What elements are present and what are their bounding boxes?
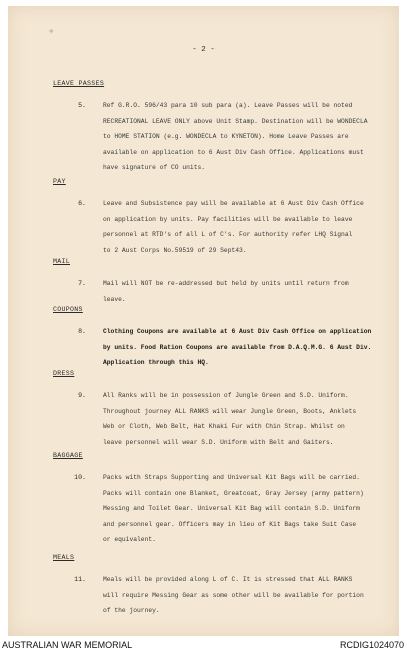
paragraph-number: 9. bbox=[78, 392, 86, 399]
paragraph-line: Messing and Toilet Gear. Universal Kit Bag will contain S.D. Uniform bbox=[103, 505, 360, 512]
section-heading: MEALS bbox=[53, 554, 75, 561]
paragraph-line: will require Messing Gear as some other will be available for portion bbox=[103, 591, 364, 599]
paragraph-number: 8. bbox=[78, 328, 86, 335]
paragraph-line: leave personnel will wear S.D. Uniform with Belt and Gaiters. bbox=[103, 438, 334, 446]
paragraph-line: Packs with Straps Supporting and Universal Kit Bags will be carried. bbox=[103, 474, 360, 481]
paragraph-line: of the journey. bbox=[103, 607, 160, 614]
paragraph-line: personnel at RTD's of all L of C's. For authority refer LHQ Signal bbox=[103, 231, 353, 238]
archive-name: AUSTRALIAN WAR MEMORIAL bbox=[2, 640, 133, 650]
paragraph-text bbox=[103, 276, 395, 307]
paragraph-line: Leave and Subsistence pay will be available at 6 Aust Div Cash Office bbox=[103, 200, 364, 207]
paragraph-line: have signature of CO units. bbox=[103, 164, 206, 171]
paragraph-number: 6. bbox=[78, 200, 86, 207]
paragraph-line: Ref G.R.O. 596/43 para 10 sub para (a). Leave Passes will be noted bbox=[103, 102, 353, 109]
paragraph-line: Clothing Coupons are available at 6 Aust Div Cash Office on application bbox=[103, 328, 372, 335]
paragraph-text bbox=[103, 388, 395, 450]
paragraph-number: 7. bbox=[78, 280, 86, 287]
pin-mark-icon: ✦ bbox=[48, 26, 55, 38]
paragraph-number: 10. bbox=[74, 474, 86, 481]
paragraph-line: RECREATIONAL LEAVE ONLY above Unit Stamp. Destination will be WONDECLA bbox=[103, 117, 368, 125]
section-heading: MAIL bbox=[53, 258, 71, 265]
paragraph-line: or equivalent. bbox=[103, 536, 156, 543]
paragraph-text bbox=[103, 196, 395, 258]
paragraph-line: by units. Food Ration Coupons are available from D.A.Q.M.G. 6 Aust Div. bbox=[103, 343, 372, 351]
paragraph-number: 5. bbox=[78, 102, 86, 109]
archive-reference: RCDIG1024070 bbox=[339, 640, 404, 650]
paragraph-line: All Ranks will be in possession of Jungle Green and S.D. Uniform. bbox=[103, 392, 349, 399]
paragraph-text bbox=[103, 470, 395, 548]
document-page bbox=[8, 6, 399, 636]
section-heading: COUPONS bbox=[53, 306, 83, 313]
paragraph-line: Throughout journey ALL RANKS will wear Jungle Green, Boots, Anklets bbox=[103, 407, 357, 415]
paragraph-number: 11. bbox=[74, 576, 86, 583]
paragraph-line: and personnel gear. Officers may in lieu of Kit Bags take Suit Case bbox=[103, 520, 357, 528]
paragraph-line: Packs will contain one Blanket, Greatcoat, Gray Jersey (army pattern) bbox=[103, 489, 364, 497]
paragraph-line: Web or Cloth, Web Belt, Hat Khaki Fur with Chin Strap. Whilst on bbox=[103, 423, 345, 430]
paragraph-line: Meals will be provided along L of C. It is stressed that ALL RANKS bbox=[103, 576, 353, 583]
paragraph-text bbox=[103, 98, 395, 176]
page-number: - 2 - bbox=[192, 46, 215, 54]
paragraph-line: available on application to 6 Aust Div Cash Office. Applications must bbox=[103, 148, 364, 156]
paragraph-line: Mail will NOT be re-addressed but held by units until return from bbox=[103, 280, 349, 287]
paragraph-text bbox=[103, 572, 395, 619]
paragraph-line: leave. bbox=[103, 295, 126, 303]
paragraph-line: Application through this HQ. bbox=[103, 359, 209, 366]
section-heading: PAY bbox=[53, 178, 66, 185]
paragraph-line: to 2 Aust Corps No.59519 of 29 Sept43. bbox=[103, 246, 247, 254]
paragraph-text bbox=[103, 324, 395, 371]
section-heading: LEAVE PASSES bbox=[53, 80, 105, 87]
paragraph-line: on application by units. Pay facilities will be available to leave bbox=[103, 215, 353, 223]
section-heading: DRESS bbox=[53, 370, 75, 377]
paragraph-line: to HOME STATION (e.g. WONDECLA to KYNETON). Home Leave Passes are bbox=[103, 133, 349, 140]
section-heading: BAGGAGE bbox=[53, 452, 83, 459]
archive-footer bbox=[0, 636, 407, 654]
